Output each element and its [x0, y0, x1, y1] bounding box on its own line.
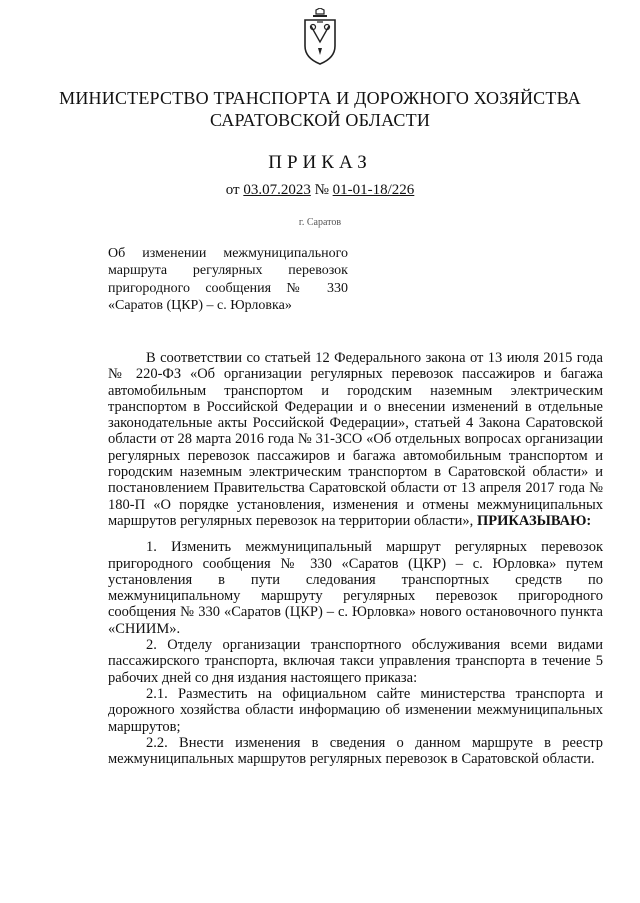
ministry-name-line1: МИНИСТЕРСТВО ТРАНСПОРТА И ДОРОЖНОГО ХОЗЯЙСТВА — [59, 88, 581, 108]
order-date-number — [20, 182, 620, 199]
number-sign: № — [314, 182, 329, 198]
city-label: г. Саратов — [298, 217, 342, 228]
order-body — [108, 350, 603, 767]
order-subject: Об изменении межмуниципального маршрута регулярных перевозок пригородного сообщения № 330 «Саратов (ЦКР) – с. Юрловка» — [108, 246, 348, 314]
command-word: ПРИКАЗЫВАЮ: — [476, 512, 592, 529]
order-number: 01-01-18/226 — [332, 182, 415, 198]
order-item: 1. Изменить межмуниципальный маршрут регулярных перевозок пригородного сообщения № 330 «Саратов (ЦКР) – с. Юрловка» путем установления в пути следования транспортных средств по межмуниципальному маршруту регулярных перевозок пригородного сообщения № 330 «Саратов (ЦКР) – с. Юрловка» нового остановочного пункта «СНИИМ». — [108, 539, 603, 637]
order-item: 2.1. Разместить на официальном сайте министерства транспорта и дорожного хозяйства области информацию об изменении межмуниципальных маршрутов; — [108, 685, 603, 735]
preamble-paragraph — [108, 350, 603, 529]
preamble-text: В соответствии со статьей 12 Федерального закона от 13 июля 2015 года № 220-ФЗ «Об организации регулярных перевозок пассажиров и багажа автомобильным транспортом и городским наземным электрическим транспортом в Российской Федерации и о внесении изменений в отдельные законодательные акты Российской Федерации», статьей 4 Закона Саратовской области от 28 марта 2016 года № 31-ЗСО «Об отдельных вопросах организации регулярных перевозок пассажиров и багажа автомобильным транспортом и городским наземным электрическим транспортом в Саратовской области» и постановлением Правительства Саратовской области от 13 апреля 2017 года № 180-П «О порядке установления, изменения и отмены межмуниципальных маршрутов регулярных перевозок на территории области», — [108, 350, 603, 529]
ministry-name-line2: САРАТОВСКОЙ ОБЛАСТИ — [209, 110, 431, 130]
document-type-title: ПРИКАЗ — [268, 152, 372, 173]
order-item: 2. Отделу организации транспортного обслуживания всеми видами пассажирского транспорта, включая такси управления транспорта в течение 5 рабочих дней со дня издания настоящего приказа: — [108, 637, 603, 686]
order-item: 2.2. Внести изменения в сведения о данном маршруте в реестр межмуниципальных маршрутов регулярных перевозок в Саратовской области. — [108, 734, 603, 768]
date-prefix: от — [225, 182, 240, 198]
ministry-name — [20, 87, 620, 131]
order-date: 03.07.2023 — [243, 182, 311, 198]
saratov-coat-of-arms-icon — [300, 8, 340, 66]
